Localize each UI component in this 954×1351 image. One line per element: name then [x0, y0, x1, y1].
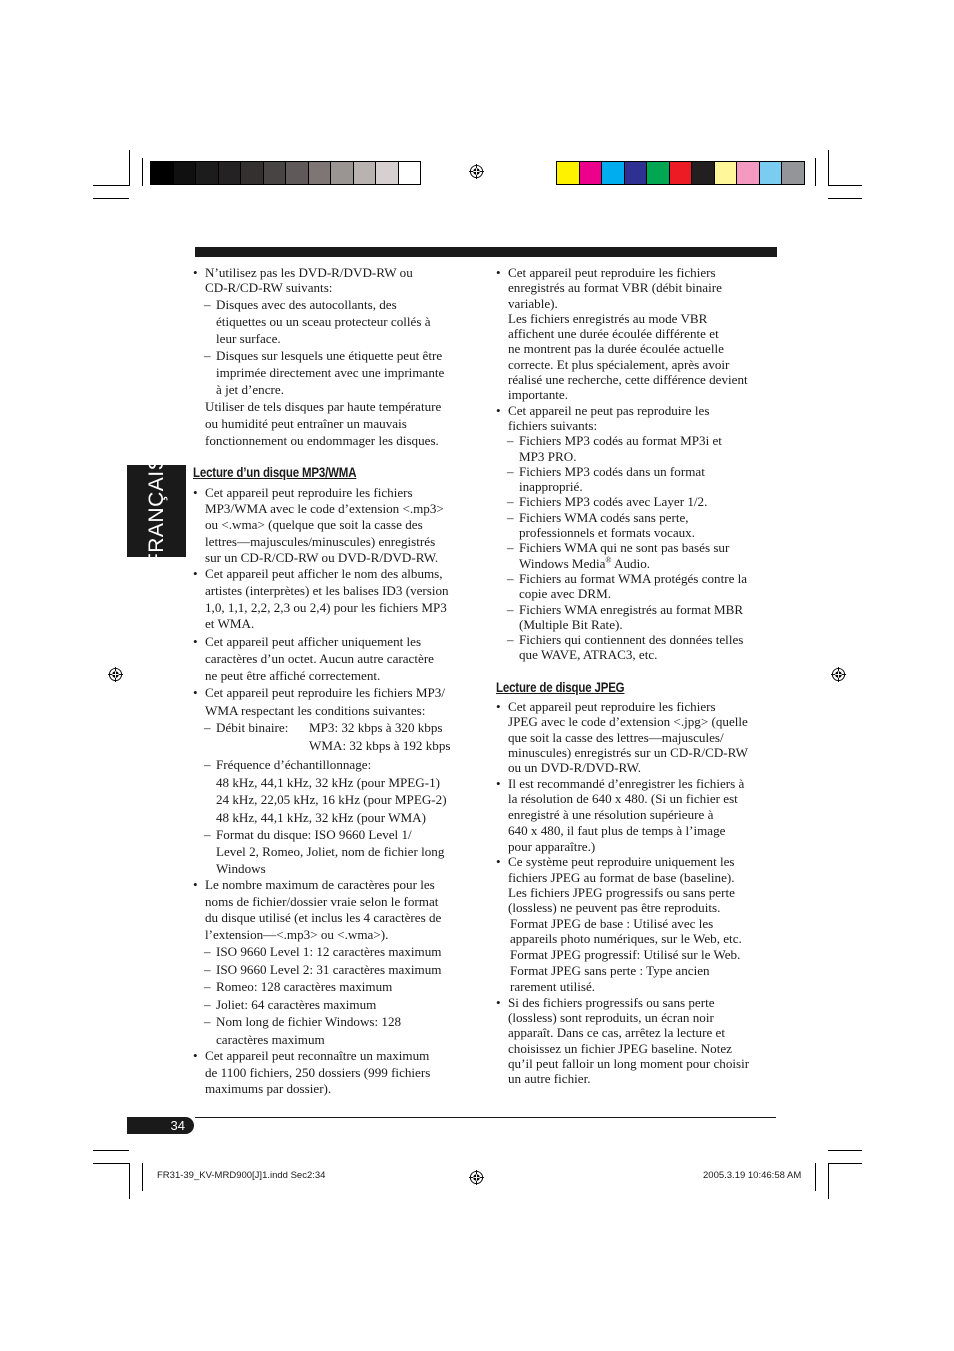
- dash-item: [193, 756, 483, 826]
- footer-timestamp: 2005.3.19 10:46:58 AM: [703, 1170, 802, 1181]
- dash-item: [193, 296, 483, 347]
- text-line: Fichiers au format WMA protégés contre la: [519, 570, 748, 586]
- text-line: que WAVE, ATRAC3, etc.: [519, 647, 658, 663]
- color-swatch: [782, 162, 804, 184]
- crop-mark: [142, 158, 143, 186]
- color-swatch: [174, 162, 197, 184]
- text-line: (Multiple Bit Rate).: [519, 616, 623, 632]
- text-line: apparaît. Dans ce cas, arrêtez la lecture et: [508, 1025, 725, 1041]
- dash-item: – Fichiers MP3 codés avec Layer 1/2.: [496, 494, 786, 509]
- text-line: Format JPEG progressif: Utilisé sur le Web.: [510, 947, 741, 963]
- text-line: Disques avec des autocollants, des: [216, 296, 397, 312]
- text-line: ne montrent pas la durée écoulée actuelle: [508, 341, 724, 357]
- text-line: de 1100 fichiers, 250 dossiers (999 fichiers: [205, 1064, 431, 1080]
- text-line: 48 kHz, 44,1 kHz, 32 kHz (pour WMA): [216, 809, 426, 825]
- text-line: Format du disque: ISO 9660 Level 1/: [216, 827, 412, 843]
- dash-item: [496, 540, 786, 571]
- text-line: Cet appareil ne peut pas reproduire les: [508, 402, 710, 418]
- text-line: enregistré à une résolution supérieure à: [508, 807, 714, 823]
- color-swatch: [602, 162, 625, 184]
- text-line: minuscules) enregistrés sur un CD-R/CD-RW: [508, 744, 749, 760]
- text-line: Level 2, Romeo, Joliet, nom de fichier long: [216, 844, 445, 860]
- bullet-item: [193, 1048, 483, 1098]
- text-line: variable).: [508, 295, 558, 311]
- text-line: copie avec DRM.: [519, 586, 611, 602]
- bullet-item: [193, 265, 483, 296]
- color-swatch: [331, 162, 354, 184]
- dash-item: [496, 464, 786, 495]
- crop-mark: [815, 1163, 816, 1191]
- color-swatch: [264, 162, 287, 184]
- bullet-item: [496, 776, 786, 855]
- text-line: Fichiers MP3 codés au format MP3i et: [519, 433, 722, 449]
- crop-mark: [828, 1163, 862, 1164]
- dash-item: [496, 571, 786, 602]
- text-line: Format JPEG sans perte : Type ancien: [510, 963, 710, 979]
- section-heading-mp3-wma: Lecture d’un disque MP3/WMA: [193, 463, 357, 480]
- note-text: [496, 311, 786, 403]
- bullet-item: [193, 633, 483, 684]
- text-line: (lossless) ne peuvent pas être reproduits.: [508, 900, 721, 916]
- color-swatch: [760, 162, 783, 184]
- text-line: Format JPEG de base : Utilisé avec les: [510, 915, 714, 931]
- text-line: Cet appareil peut reproduire les fichiers: [205, 484, 413, 500]
- footer-file-info: FR31-39_KV-MRD900[J]1.indd Sec2:34: [157, 1170, 326, 1181]
- text-line: Ce système peut reproduire uniquement les: [508, 854, 735, 870]
- note-text: [193, 398, 483, 449]
- text-line: que soit la casse des lettres—majuscules/: [508, 729, 724, 745]
- text-line: Windows: [216, 861, 266, 877]
- color-swatch: [241, 162, 264, 184]
- text-line: Cet appareil peut reproduire les fichiers: [508, 265, 716, 280]
- bullet-item: [193, 566, 483, 633]
- text-line: enregistrés au format VBR (débit binaire: [508, 280, 722, 296]
- crop-mark: [815, 158, 816, 186]
- crop-mark: [93, 1150, 129, 1151]
- registration-mark-icon: [469, 164, 484, 179]
- crop-mark: [828, 1150, 862, 1151]
- text-line: qu’il peut falloir un long moment pour choisir: [508, 1055, 750, 1071]
- text-line: Fréquence d’échantillonnage:: [216, 757, 372, 773]
- text-line: un autre fichier.: [508, 1071, 591, 1087]
- bitrate-label: Débit binaire:: [216, 720, 289, 736]
- text-line: imprimée directement avec une imprimante: [216, 364, 445, 380]
- color-swatch: [737, 162, 760, 184]
- text-line: MP3/WMA avec le code d’extension <.mp3>: [205, 501, 444, 517]
- section-heading-jpeg: Lecture de disque JPEG: [496, 678, 625, 695]
- color-swatch: [309, 162, 332, 184]
- registration-mark-icon: [831, 667, 846, 682]
- bullet-item: [496, 995, 786, 1087]
- text-line: Cet appareil peut reconnaître un maximum: [205, 1048, 430, 1064]
- bitrate-wma: WMA: 32 kbps à 192 kbps: [309, 738, 451, 754]
- text-line: MP3 PRO.: [519, 448, 577, 464]
- text-line: ou <.wma> (quelque que soit la casse des: [205, 517, 423, 533]
- text-line: fichiers JPEG au format de base (baseline).: [508, 869, 735, 885]
- text-line: 24 kHz, 22,05 kHz, 16 kHz (pour MPEG-2): [216, 792, 447, 808]
- dash-text: Windows Media: [519, 555, 606, 571]
- text-line: rarement utilisé.: [510, 978, 596, 994]
- text-line: importante.: [508, 387, 568, 403]
- text-line: professionnels et formats vocaux.: [519, 525, 695, 541]
- right-column: [496, 265, 786, 1086]
- color-swatch: [376, 162, 399, 184]
- bullet-item: [193, 877, 483, 943]
- text-line: Utiliser de tels disques par haute température: [205, 398, 442, 414]
- text-line: la résolution de 640 x 480. (Si un fichier est: [508, 791, 738, 807]
- text-line: Nom long de fichier Windows: 128: [216, 1014, 402, 1030]
- dash-item: – ISO 9660 Level 1: 12 caractères maximum: [193, 943, 483, 961]
- bullet-item: [496, 265, 786, 311]
- text-line: ne peut être affiché correctement.: [205, 668, 381, 684]
- text-line: l’extension—<.mp3> ou <.wma>).: [205, 926, 389, 942]
- color-swatch: [151, 162, 174, 184]
- text-line: caractères d’un octet. Aucun autre caractère: [205, 651, 434, 667]
- bullet-item: [496, 699, 786, 775]
- text-line: fichiers suivants:: [508, 417, 598, 433]
- text-line: affichent une durée écoulée différente et: [508, 326, 719, 342]
- color-swatch: [715, 162, 738, 184]
- color-swatch: [647, 162, 670, 184]
- text-line: Il est recommandé d’enregistrer les fichiers à: [508, 775, 745, 791]
- text-line: Le nombre maximum de caractères pour les: [205, 877, 435, 893]
- text-line: et WMA.: [205, 616, 255, 632]
- color-swatch: [286, 162, 309, 184]
- language-tab: [127, 455, 186, 567]
- crop-mark: [93, 185, 129, 186]
- text-line: ou un DVD-R/DVD-RW.: [508, 760, 642, 776]
- text-line: Cet appareil peut reproduire les fichiers MP3/: [205, 685, 445, 701]
- left-column: [193, 265, 483, 1098]
- footer-rule: [195, 1117, 776, 1118]
- text-line: du disque utilisé (et inclus les 4 caractères de: [205, 910, 442, 926]
- text-line: maximums par dossier).: [205, 1081, 332, 1097]
- color-swatch: [399, 162, 421, 184]
- text-line: 48 kHz, 44,1 kHz, 32 kHz (pour MPEG-1): [216, 774, 441, 790]
- dash-item: – ISO 9660 Level 2: 31 caractères maximum: [193, 961, 483, 979]
- text-line: sur un CD-R/CD-RW ou DVD-R/DVD-RW.: [205, 549, 439, 565]
- dash-item: [193, 826, 483, 877]
- dash-item: [496, 632, 786, 663]
- text-line: Cet appareil peut reproduire les fichiers: [508, 699, 716, 715]
- dash-item: [496, 602, 786, 633]
- bullet-item: [496, 403, 786, 434]
- crop-mark: [828, 1163, 829, 1199]
- text-line: CD-R/CD-RW suivants:: [205, 280, 333, 296]
- text-line: Fichiers WMA codés sans perte,: [519, 509, 689, 525]
- crop-mark: [142, 1163, 143, 1191]
- registration-mark-icon: [469, 1170, 484, 1185]
- text-line: réalisé une recherche, cette différence devient: [508, 372, 748, 388]
- text-line: N’utilisez pas les DVD-R/DVD-RW ou: [205, 265, 413, 280]
- dash-item: – Joliet: 64 caractères maximum: [193, 996, 483, 1014]
- text-line: noms de fichier/dossier vraie selon le format: [205, 893, 439, 909]
- crop-mark: [828, 198, 862, 199]
- text-line: 1,0, 1,1, 2,2, 2,3 ou 2,4) pour les fichiers MP3: [205, 599, 447, 615]
- color-swatch: [196, 162, 219, 184]
- text-line: Si des fichiers progressifs ou sans perte: [508, 994, 715, 1010]
- text-line: correcte. Et plus spécialement, après avoir: [508, 356, 730, 372]
- color-swatch: [625, 162, 648, 184]
- grayscale-color-bar: [150, 161, 421, 185]
- bitrate-mp3: MP3: 32 kbps à 320 kbps: [309, 720, 443, 736]
- dash-item: [193, 347, 483, 398]
- color-swatch: [354, 162, 377, 184]
- text-line: Cet appareil peut afficher uniquement les: [205, 634, 422, 650]
- color-swatch: [670, 162, 693, 184]
- dash-item: [496, 433, 786, 464]
- page-number: 34: [127, 1117, 194, 1134]
- color-swatch: [580, 162, 603, 184]
- text-line: fonctionnement ou endommager les disques.: [205, 432, 439, 448]
- crop-mark: [129, 1163, 130, 1199]
- crop-mark: [93, 1163, 129, 1164]
- crop-mark: [129, 150, 130, 186]
- dash-text: Audio.: [611, 555, 651, 571]
- dash-text: Fichiers WMA qui ne sont pas basés sur: [519, 540, 730, 556]
- text-line: pour apparaître.): [508, 838, 596, 854]
- process-color-bar: [556, 161, 805, 185]
- crop-mark: [828, 150, 829, 186]
- text-line: artistes (interprètes) et les balises ID3 (version: [205, 582, 449, 598]
- text-line: Disques sur lesquels une étiquette peut être: [216, 347, 443, 363]
- text-line: leur surface.: [216, 330, 281, 346]
- color-swatch: [692, 162, 715, 184]
- text-line: Fichiers qui contiennent des données telles: [519, 632, 744, 648]
- dash-item: [193, 1013, 483, 1048]
- text-line: Cet appareil peut afficher le nom des albums,: [205, 565, 443, 581]
- text-line: 640 x 480, il faut plus de temps à l’image: [508, 822, 726, 838]
- note-text: [496, 916, 786, 995]
- crop-mark: [93, 198, 129, 199]
- registered-mark: ®: [605, 555, 612, 565]
- text-line: inapproprié.: [519, 479, 583, 495]
- header-rule: [195, 247, 777, 257]
- bullet-item: [193, 485, 483, 566]
- text-line: choisissez un fichier JPEG baseline. Notez: [508, 1040, 732, 1056]
- language-tab-label: FRANÇAIS: [144, 455, 168, 567]
- text-line: (lossless) sont reproduits, un écran noir: [508, 1009, 714, 1025]
- color-swatch: [219, 162, 242, 184]
- text-line: étiquettes ou un sceau protecteur collés à: [216, 313, 431, 329]
- dash-item: – Romeo: 128 caractères maximum: [193, 978, 483, 996]
- text-line: Fichiers MP3 codés dans un format: [519, 463, 705, 479]
- dash-item: [496, 510, 786, 541]
- registration-mark-icon: [108, 667, 123, 682]
- text-line: appareils photo numériques, sur le Web, etc.: [510, 931, 742, 947]
- bullet-item: [193, 684, 483, 719]
- bullet-item: [496, 854, 786, 915]
- text-line: à jet d’encre.: [216, 381, 284, 397]
- dash-item-bitrate: [193, 719, 483, 755]
- text-line: JPEG avec le code d’extension <.jpg> (quelle: [508, 714, 748, 730]
- text-line: ou humidité peut entraîner un mauvais: [205, 415, 407, 431]
- crop-mark: [828, 185, 862, 186]
- text-line: Les fichiers enregistrés au mode VBR: [508, 310, 708, 326]
- text-line: Les fichiers JPEG progressifs ou sans perte: [508, 885, 735, 901]
- text-line: caractères maximum: [216, 1031, 325, 1047]
- text-line: Fichiers WMA enregistrés au format MBR: [519, 601, 744, 617]
- text-line: lettres—majuscules/minuscules) enregistrés: [205, 533, 436, 549]
- color-swatch: [557, 162, 580, 184]
- text-line: WMA respectant les conditions suivantes:: [205, 702, 426, 718]
